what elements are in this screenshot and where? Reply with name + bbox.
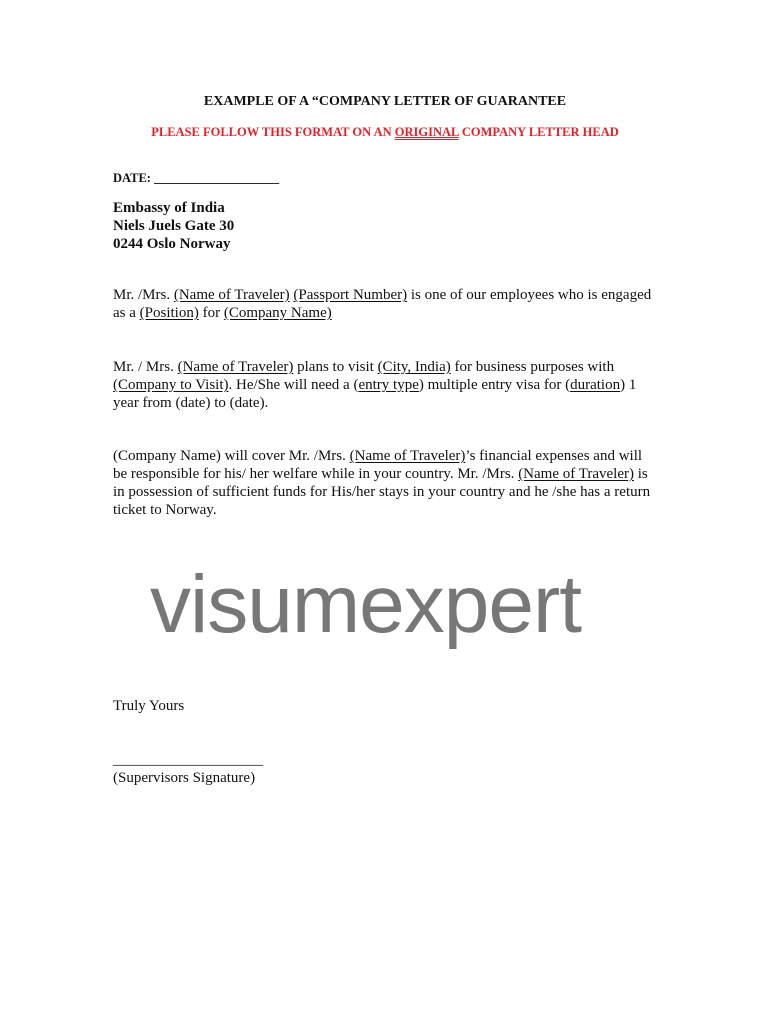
body-text: . He/She will need a ( (228, 377, 359, 393)
body-text: as a (113, 305, 140, 321)
address-line: Niels Juels Gate 30 (113, 218, 235, 234)
body-text: ticket to Norway. (113, 502, 217, 518)
placeholder-field: (Name of Traveler) (518, 466, 634, 482)
address-line: Embassy of India (113, 200, 225, 216)
body-text: ) 1 (620, 377, 637, 393)
paragraph-3-line (113, 447, 642, 465)
body-text: for business purposes with (450, 359, 615, 375)
paragraph-1-line (113, 286, 651, 304)
watermark: visumexpert (150, 559, 582, 650)
address-line: 0244 Oslo Norway (113, 236, 231, 252)
date-field: DATE: ____________________ (113, 171, 280, 185)
paragraph-3-line (113, 501, 217, 519)
body-text: in possession of sufficient funds for His/her stays in your country and he /she has a return (113, 484, 651, 500)
placeholder-field: duration (570, 377, 621, 393)
placeholder-field: (Company Name) (223, 305, 332, 321)
paragraph-2-line (113, 376, 636, 394)
placeholder-field: (Company to Visit) (113, 377, 229, 393)
placeholder-field: (Passport Number) (293, 287, 408, 303)
closing: Truly Yours (113, 698, 185, 714)
format-instruction (0, 125, 770, 140)
instruction-text: COMPANY LETTER HEAD (458, 125, 619, 139)
placeholder-field: (Position) (139, 305, 199, 321)
instruction-text: PLEASE FOLLOW THIS FORMAT ON AN (151, 125, 395, 139)
document-title: EXAMPLE OF A “COMPANY LETTER OF GUARANTEE (203, 94, 567, 109)
body-text: ’s financial expenses and will (465, 448, 643, 464)
paragraph-2-line (113, 358, 614, 376)
paragraph-2-line (113, 394, 268, 412)
signature-line: ____________________ (113, 752, 263, 768)
body-text: year from (date) to (date). (113, 395, 269, 411)
paragraph-1-line (113, 304, 332, 322)
placeholder-field: entry type (358, 377, 419, 393)
body-text: Mr. / Mrs. (113, 359, 178, 375)
body-text: ) multiple entry visa for ( (418, 377, 571, 393)
paragraph-3-line (113, 465, 648, 483)
signature-label: (Supervisors Signature) (113, 770, 256, 786)
body-text: (Company Name) will cover Mr. /Mrs. (113, 448, 350, 464)
body-text: plans to visit (293, 359, 378, 375)
body-text: is (633, 466, 648, 482)
body-text: is one of our employees who is engaged (407, 287, 652, 303)
placeholder-field: (Name of Traveler) (349, 448, 466, 464)
body-text: be responsible for his/ her welfare while in your country. Mr. /Mrs. (113, 466, 519, 482)
placeholder-field: (Name of Traveler) (177, 359, 294, 375)
body-text: for (198, 305, 224, 321)
paragraph-3-line (113, 483, 650, 501)
body-text: Mr. /Mrs. (113, 287, 174, 303)
instruction-emphasis: ORIGINAL (394, 125, 459, 139)
placeholder-field: (Name of Traveler) (173, 287, 290, 303)
placeholder-field: (City, India) (377, 359, 451, 375)
